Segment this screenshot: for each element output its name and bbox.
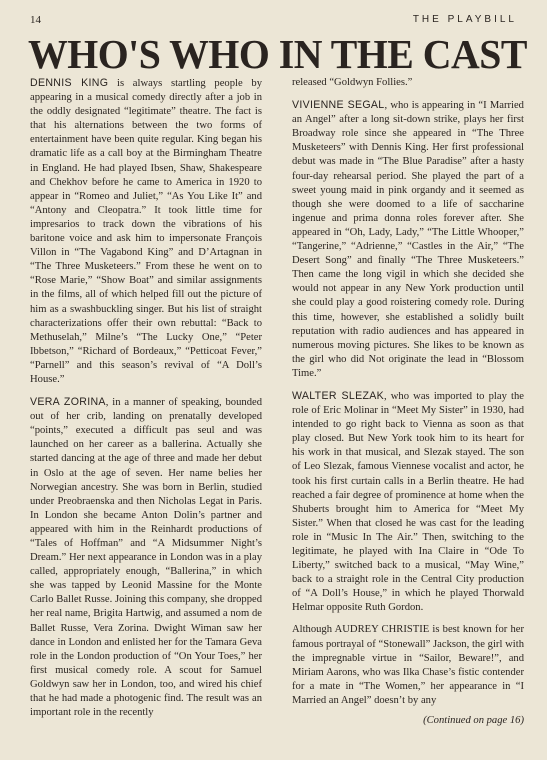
bio-paragraph-continued	[292, 76, 524, 90]
bio-paragraph	[30, 76, 262, 387]
bio-text: , who was imported to play the role of Eric Molinar in “Meet My Sister” in 1930, had intended to go right back to Vienna as soon as that play closed. But New York took him to its heart for his work in that musical, and Slezak stayed. The son of Leo Slezak, famous Viennese vocalist and actor, he took his first curtain calls in a Berlin theatre. He had reached a fair degree of prominence at home when the Shuberts brought him to America for “Meet My Sister.” When that closed he was cast for the leading role in “Music In The Air.” Then, switching to the legitimate, he played with Ina Claire in “Ode To Liberty,” switched back to a musical, “May Wine,” back to a straight role in the Central City production of “A Doll’s House,” in which he played Thorwald Helmar opposite Ruth Gordon.	[292, 390, 524, 614]
bio-text: , who is appearing in “I Married an Angel” after a long sit-down strike, plays her first Broadway role since she appeared in “The Three Musketeers” with Dennis King. Her first professional debut was made in “The Blue Paradise” after a hasty four-day rehearsal period. She played the part of a sweet young maid in pink organdy and it seemed as though she were doomed to a life of saccharine ingenue and prima donna roles forever after. She appeared in “Oh, Lady, Lady,” “The Little Whooper,” “Tangerine,” “Adrienne,” “Castles in the Air,” “The Desert Song” and finally “The Three Musketeers.” Then came the long vigil in which she decided she would not appear in any New York production until she could play a good roistering comedy role. During this time, however, she established a solidly built reputation with radio audiences and has appeared in numerous moving pictures. She likes to be known as the girl who did Not originate the lead in “Blossom Time.”	[292, 100, 524, 379]
bio-text: , in a manner of speaking, bounded out of her crib, landing on prenatally developed “points,” executed a difficult pas seul and was launched on her career as a ballerina. Actually she started dancing at the age of three and made her debut in Oslo at the age of seven. Her name belies her Norwegian ancestry. She was born in Berlin, studied under Preobraenska and then Nicholas Legat in Paris. In London she became Anton Dolin’s partner and appeared with him in the Reinhardt productions of “Tales of Hoffman” and “A Midsummer Night’s Dream.” Her next appearance in London was in a play called, appropriately enough, “Ballerina,” in which she was tapped by Leonid Massine for the Monte Carlo Ballet Russe. Joining this company, she dropped her real name, Brigita Hartwig, and assumed a nom de Ballet Russe, Vera Zorina. Dwight Wiman saw her dance in London and enlisted her for the Tamara Geva role in the London production of “On Your Toes,” her first musical comedy role. A scout for Samuel Goldwyn saw her in London, too, and wired his chief that he had made a photogenic find. The result was an important role in the recently	[30, 397, 262, 719]
bio-name: DENNIS KING	[30, 77, 109, 89]
running-head: THE PLAYBILL	[412, 14, 517, 25]
bio-paragraph	[292, 623, 524, 708]
page-number: 14	[30, 14, 41, 26]
page-title: WHO'S WHO IN THE CAST	[28, 31, 527, 77]
bio-text: is always startling people by appearing in a musical comedy directly after a job in the oddly designated “legitimate” theatre. The fact is that his alternations between the two forms of entertainment have been quite regular. King began his dramatic life as a call boy at the Birmingham Theatre in England. He had played Ibsen, Shaw, Shakespeare and Chekhov before he came to America in 1920 to appear in “Romeo and Juliet,” “As You Like It” and “Antony and Cleopatra.” It took little time for impresarios to track down the vibrations of his baritone voice and ask him to impersonate François Villon in “The Vagabond King” and D’Artagnan in “The Three Musketeers.” From these he went on to “Rose Marie,” “Show Boat” and similar assignments in the films, all of which helped fill out the picture of him as a swashbuckling singer. But his list of straight characterizations offer their own rebuttal: “Back to Methuselah,” Milne’s “The Lucky One,” “Peter Ibbetson,” “Richard of Bordeaux,” “Petticoat Fever,” “Parnell” and this season’s revival of “A Doll’s House.”	[30, 78, 262, 385]
bio-text: released “Goldwyn Follies.”	[292, 77, 413, 88]
bio-paragraph	[292, 98, 524, 381]
bio-paragraph	[292, 389, 524, 616]
bio-name: WALTER SLEZAK	[292, 389, 384, 402]
continued-note: (Continued on page 16)	[423, 715, 524, 727]
left-column	[30, 76, 262, 728]
right-column	[292, 76, 524, 728]
bio-paragraph	[30, 395, 262, 720]
bio-text: Although AUDREY CHRISTIE is best known for her famous portrayal of “Stonewall” Jackson, the girl with the impregnable virtue in “Sailor, Beware!”, and Miriam Aarons, who was Ilka Chase’s fistic contender for a mate in “The Women,” her appearance in “I Married an Angel” doesn’t by any	[292, 624, 524, 706]
bio-name: VERA ZORINA	[30, 396, 106, 409]
bio-name: VIVIENNE SEGAL	[292, 99, 385, 112]
